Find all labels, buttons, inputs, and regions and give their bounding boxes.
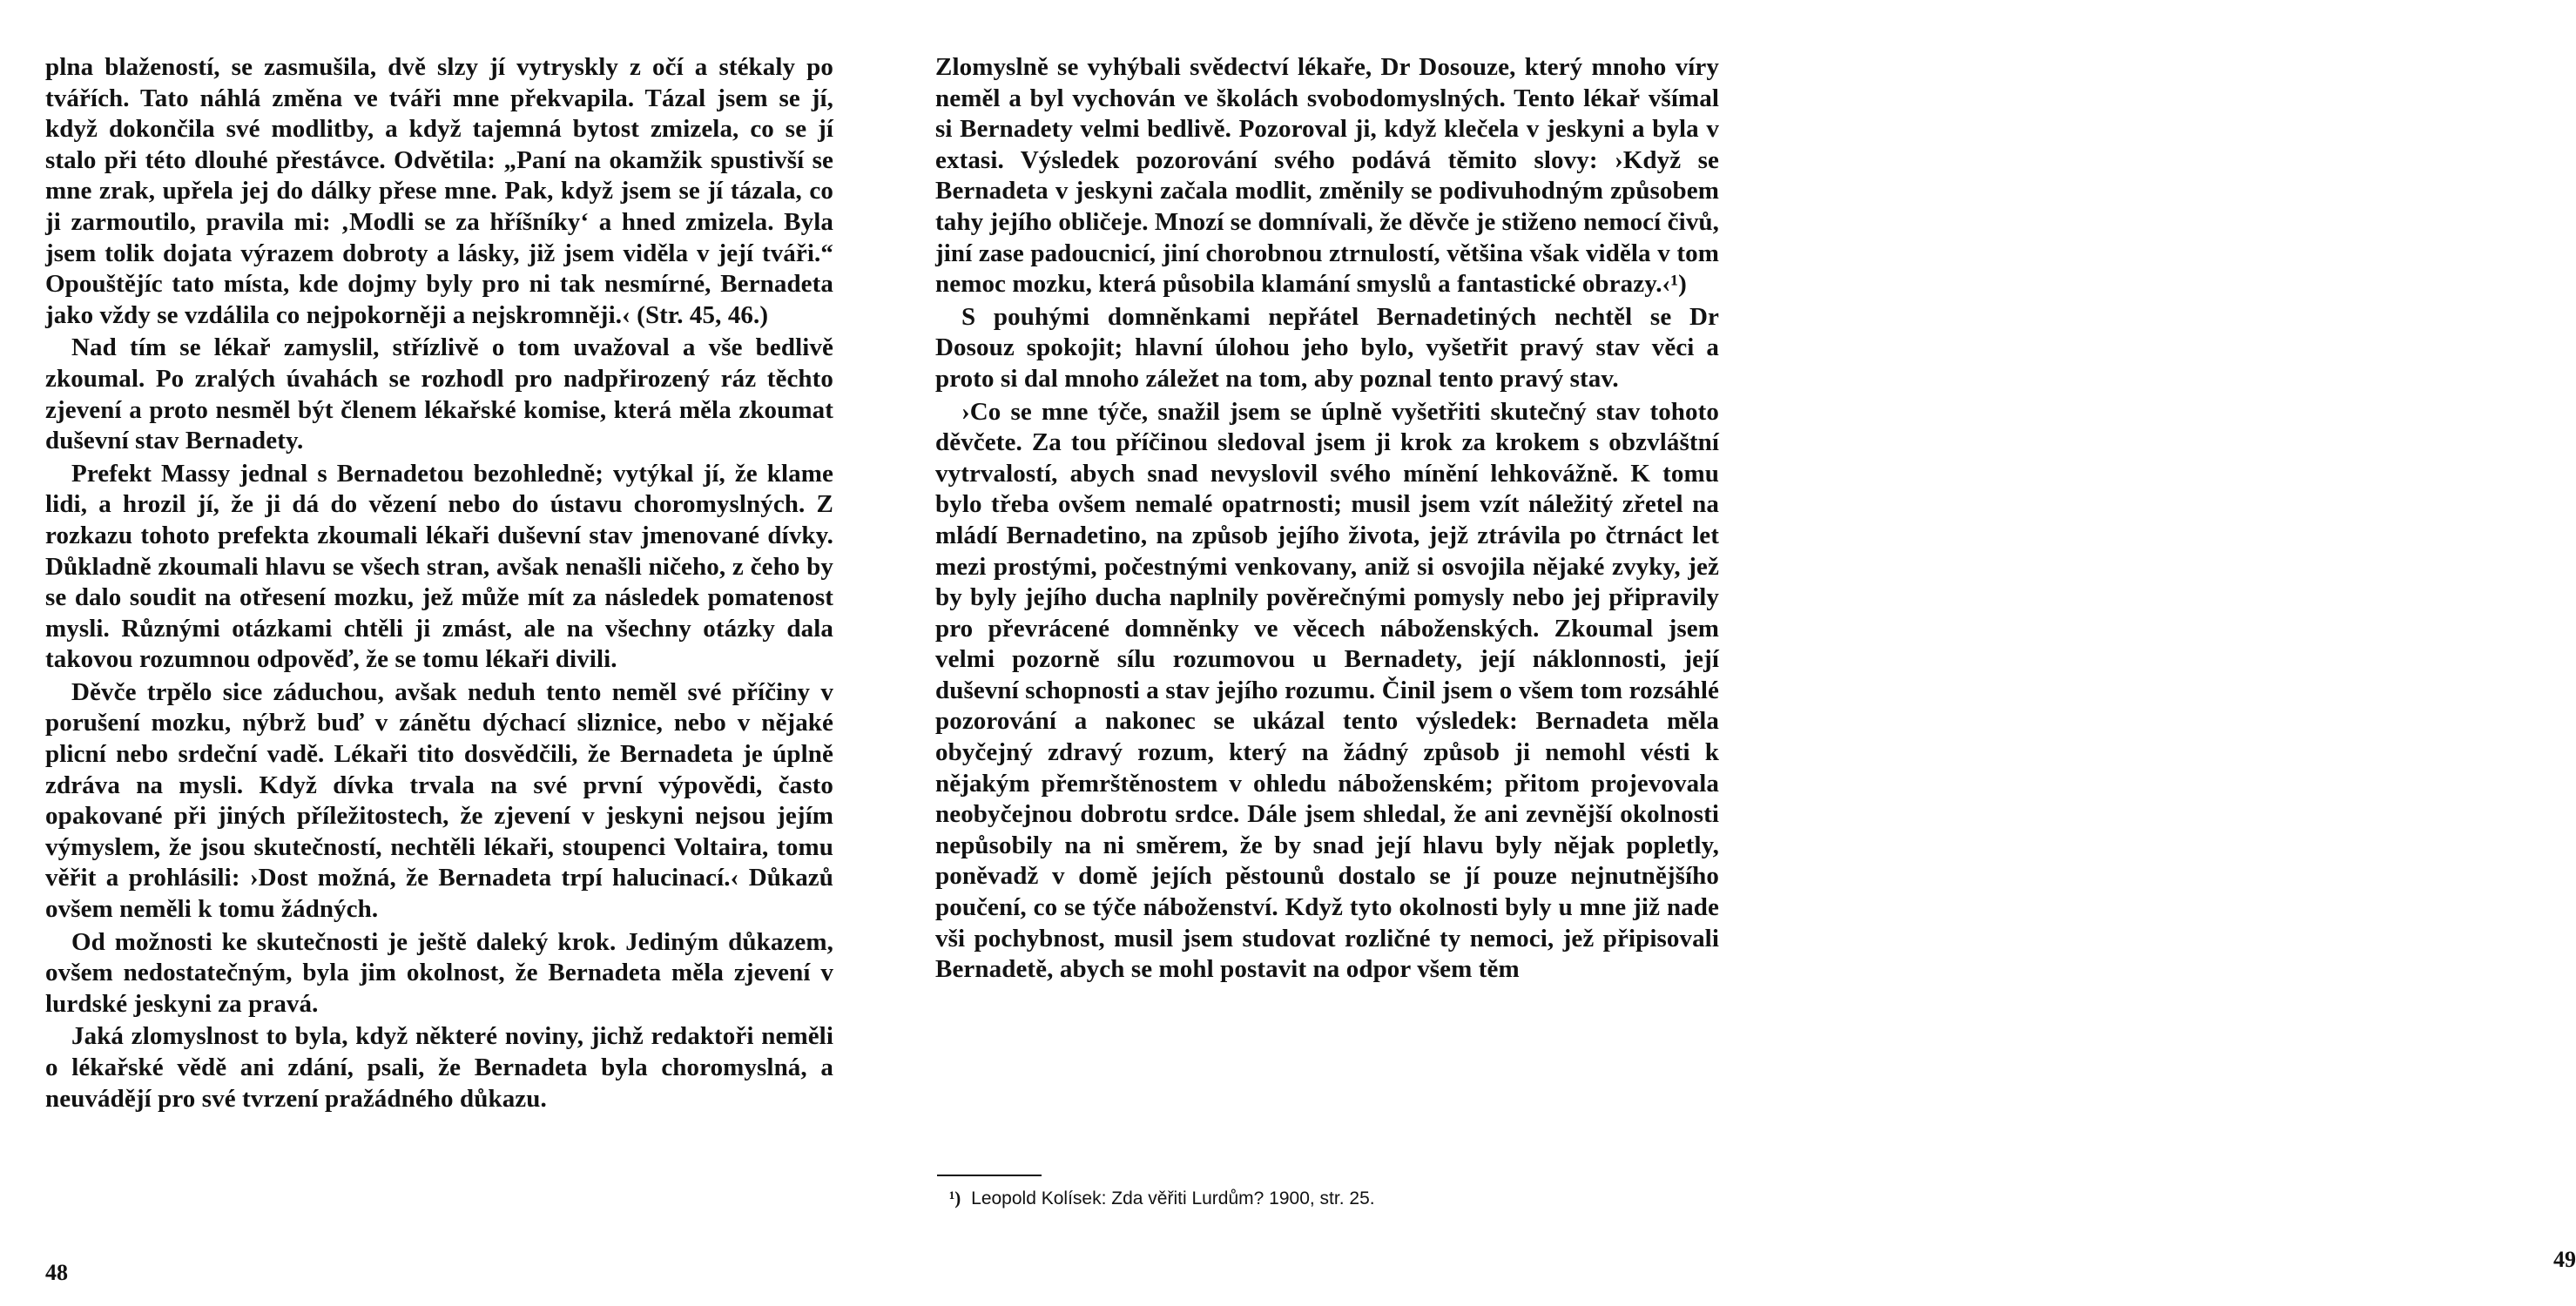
left-paragraph-5: Od možnosti ke skutečnosti je ještě daleký krok. Jediným důkazem, ovšem nedostatečným, byla jim okolnost, že Bernadeta měla zjevení v lurdské jeskyni za pravá.	[45, 927, 833, 1018]
left-page-body	[45, 52, 833, 1114]
right-page-body	[935, 52, 1719, 986]
left-paragraph-6: Jaká zlomyslnost to byla, když některé noviny, jichž redaktoři neměli o lékařské vědě ani zdání, psali, že Bernadeta byla choromyslná, a neuvádějí pro své tvrzení pražádného důkazu.	[45, 1022, 833, 1113]
page-number-right: 49	[2553, 1247, 2576, 1272]
right-paragraph-1: Zlomyslně se vyhýbali svědectví lékaře, Dr Dosouze, který mnoho víry neměl a byl vychován ve školách svobodomyslných. Tento lékař všímal si Bernadety velmi bedlivě. Pozoroval ji, když klečela v jeskyni a byla v extasi. Výsledek pozorování svého podává těmito slovy: ›Když se Bernadeta v jeskyni začala modlit, změnily se podivuhodným způsobem tahy jejího obličeje. Mnozí se domnívali, že děvče je stiženo nemocí čivů, jiní zase padoucnicí, jiní chorobnou ztrnulostí, většina však viděla v tom nemoc mozku, která působila klamání smyslů a fantastické obrazy.‹¹)	[935, 53, 1719, 299]
left-paragraph-3: Prefekt Massy jednal s Bernadetou bezohledně; vytýkal jí, že klame lidi, a hrozil jí, že ji dá do vězení nebo do ústavu choromyslných. Z rozkazu tohoto prefekta zkoumali lékaři duševní stav jmenované dívky. Důkladně zkoumali hlavu se všech stran, avšak nenašli ničeho, z čeho by se dalo soudit na otřesení mozku, jež může mít za následek pomatenost mysli. Různými otázkami chtěli ji zmást, ale na všechny otázky dala takovou rozumnou odpověď, že se tomu lékaři divili.	[45, 459, 833, 674]
right-paragraph-3: ›Co se mne týče, snažil jsem se úplně vyšetřiti skutečný stav tohoto děvčete. Za tou příčinou sledoval jsem ji krok za krokem s obzvláštní vytrvalostí, abych snad nevyslovil svého mínění lehkovážně. K tomu bylo třeba ovšem nemalé opatrnosti; musil jsem vzít náležitý zřetel na mládí Bernadetino, na způsob jejího života, jejž ztrávila po čtrnáct let mezi prostými, počestnými venkovany, aniž si osvojila nějaké zvyky, jež by byly jejího ducha naplnily pověrečnými pomysly nebo jej připravily pro převrácené domněnky ve věcech náboženských. Zkoumal jsem velmi pozorně sílu rozumovou u Bernadety, její náklonnosti, její duševní schopnosti a stav jejího rozumu. Činil jsem o všem tom rozsáhlé pozorování a nakonec se ukázal tento výsledek: Bernadeta měla obyčejný zdravý rozum, který na žádný způsob ji nemohl vésti k nějakým přemrštěnostem v ohledu náboženském; přitom projevovala neobyčejnou dobrotu srdce. Dále jsem shledal, že ani zevnější okolnosti nepůsobily na ni směrem, že by snad její hlavu byly nějak popletly, poněvadž v domě jejích pěstounů dostalo se jí pouze nejnutnějšího poučení, co se týče náboženství. Když tyto okolnosti byly u mne již nade vši pochybnost, musil jsem studovat rozličné ty nemoci, jež připisovali Bernadetě, abych se mohl postavit na odpor všem těm	[935, 397, 1719, 984]
footnote-divider	[937, 1175, 1042, 1176]
right-page	[873, 0, 2576, 1306]
footnote	[949, 1186, 1375, 1211]
left-paragraph-1: plna blažeností, se zasmušila, dvě slzy jí vytryskly z očí a stékaly po tvářích. Tato náhlá změna ve tváři mne překvapila. Tázal jsem se jí, když dokončila své modlitby, a když tajemná bytost zmizela, co se jí stalo při této dlouhé přestávce. Odvětila: „Paní na okamžik spustivší se mne zrak, upřela jej do dálky přese mne. Pak, když jsem se jí tázala, co ji zarmoutilo, pravila mi: ‚Modli se za hříšníky‘ a hned zmizela. Byla jsem tolik dojata výrazem dobroty a lásky, již jsem viděla v její tváři.“ Opouštějíc tato místa, kde dojmy byly pro ni tak nesmírné, Bernadeta jako vždy se vzdálila co nejpokorněji a nejskromněji.‹ (Str. 45, 46.)	[45, 53, 833, 329]
page-number-left: 48	[45, 1260, 68, 1285]
left-paragraph-2: Nad tím se lékař zamyslil, střízlivě o tom uvažoval a vše bedlivě zkoumal. Po zralých úvahách se rozhodl pro nadpřirozený ráz těchto zjevení a proto nesměl být členem lékařské komise, která měla zkoumat duševní stav Bernadety.	[45, 333, 833, 455]
footnote-text: Leopold Kolísek: Zda věřiti Lurdům? 1900, str. 25.	[971, 1188, 1375, 1208]
right-paragraph-2: S pouhými domněnkami nepřátel Bernadetiných nechtěl se Dr Dosouz spokojit; hlavní úlohou jeho bylo, vyšetřit pravý stav věci a proto si dal mnoho záležet na tom, aby poznal tento pravý stav.	[935, 302, 1719, 393]
left-paragraph-4: Děvče trpělo sice záduchou, avšak neduh tento neměl své příčiny v porušení mozku, nýbrž buď v zánětu dýchací sliznice, nebo v nějaké plicní nebo srdeční vadě. Lékaři tito dosvědčili, že Bernadeta je úplně zdráva na mysli. Když dívka trvala na své první výpovědi, často opakované při jiných příležitostech, že zjevení v jeskyni nejsou jejím výmyslem, že jsou skutečností, nechtěli lékaři, stoupenci Voltaira, tomu věřit a prohlásili: ›Dost možná, že Bernadeta trpí halucinací.‹ Důkazů ovšem neměli k tomu žádných.	[45, 677, 833, 924]
footnote-marker: ¹)	[949, 1188, 961, 1208]
left-page	[0, 0, 873, 1306]
